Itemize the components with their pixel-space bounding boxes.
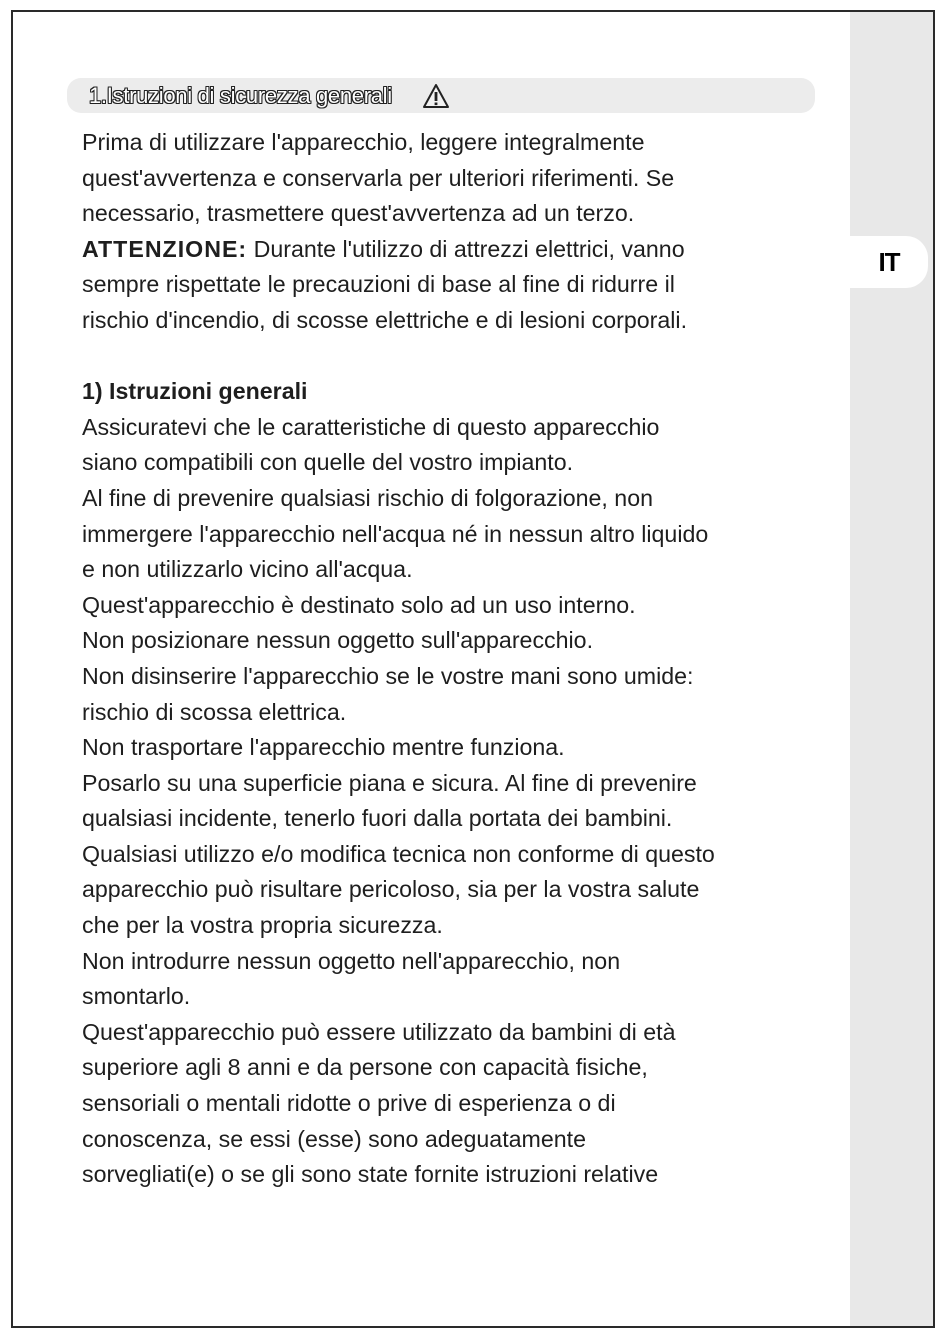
body-line: immergere l'apparecchio nell'acqua né in nessun altro liquido <box>82 520 709 547</box>
paragraph-gap <box>82 339 842 375</box>
section-title: 1.Istruzioni di sicurezza generali <box>89 82 392 108</box>
subsection-heading: 1) Istruzioni generali <box>82 378 308 405</box>
intro-line: sempre rispettate le precauzioni di base al fine di ridurre il <box>82 271 675 298</box>
body-line: Quest'apparecchio è destinato solo ad un uso interno. <box>82 591 636 618</box>
body-line: qualsiasi incidente, tenerlo fuori dalla portata dei bambini. <box>82 805 673 832</box>
intro-line: rischio d'incendio, di scosse elettriche e di lesioni corporali. <box>82 306 688 333</box>
body-line: apparecchio può risultare pericoloso, sia per la vostra salute <box>82 876 700 903</box>
intro-line: Prima di utilizzare l'apparecchio, leggere integralmente <box>82 129 645 155</box>
body-line: sorvegliati(e) o se gli sono state fornite istruzioni relative <box>82 1161 659 1188</box>
section-header <box>67 78 815 113</box>
document-body <box>82 125 842 1193</box>
attention-text: Durante l'utilizzo di attrezzi elettrici, vanno <box>247 235 685 262</box>
intro-paragraph <box>82 125 842 339</box>
body-line: smontarlo. <box>82 983 191 1010</box>
body-line: Al fine di prevenire qualsiasi rischio di folgorazione, non <box>82 484 653 511</box>
side-strip <box>850 12 933 1326</box>
general-instructions <box>82 374 842 1193</box>
body-line: rischio di scossa elettrica. <box>82 698 347 725</box>
body-line: e non utilizzarlo vicino all'acqua. <box>82 556 413 583</box>
body-line: superiore agli 8 anni e da persone con capacità fisiche, <box>82 1054 648 1081</box>
body-line: conoscenza, se essi (esse) sono adeguatamente <box>82 1125 586 1152</box>
body-line: Non disinserire l'apparecchio se le vostre mani sono umide: <box>82 662 694 689</box>
body-line: Qualsiasi utilizzo e/o modifica tecnica non conforme di questo <box>82 840 715 867</box>
language-tab: IT <box>850 236 928 288</box>
body-line: Non introdurre nessun oggetto nell'apparecchio, non <box>82 947 621 974</box>
body-line: Posarlo su una superficie piana e sicura. Al fine di prevenire <box>82 769 697 796</box>
body-line: Quest'apparecchio può essere utilizzato da bambini di età <box>82 1018 676 1045</box>
body-line: Non posizionare nessun oggetto sull'apparecchio. <box>82 627 594 654</box>
body-line: che per la vostra propria sicurezza. <box>82 912 443 939</box>
intro-line: necessario, trasmettere quest'avvertenza ad un terzo. <box>82 200 635 227</box>
attention-label: ATTENZIONE: <box>82 235 248 262</box>
body-line: Assicuratevi che le caratteristiche di questo apparecchio <box>82 413 660 440</box>
attention-line <box>82 232 842 268</box>
intro-line: quest'avvertenza e conservarla per ulteriori riferimenti. Se <box>82 164 675 191</box>
body-line: Non trasportare l'apparecchio mentre funziona. <box>82 734 565 761</box>
warning-triangle-icon <box>422 83 450 109</box>
body-line: siano compatibili con quelle del vostro impianto. <box>82 449 574 476</box>
body-line: sensoriali o mentali ridotte o prive di esperienza o di <box>82 1090 616 1117</box>
